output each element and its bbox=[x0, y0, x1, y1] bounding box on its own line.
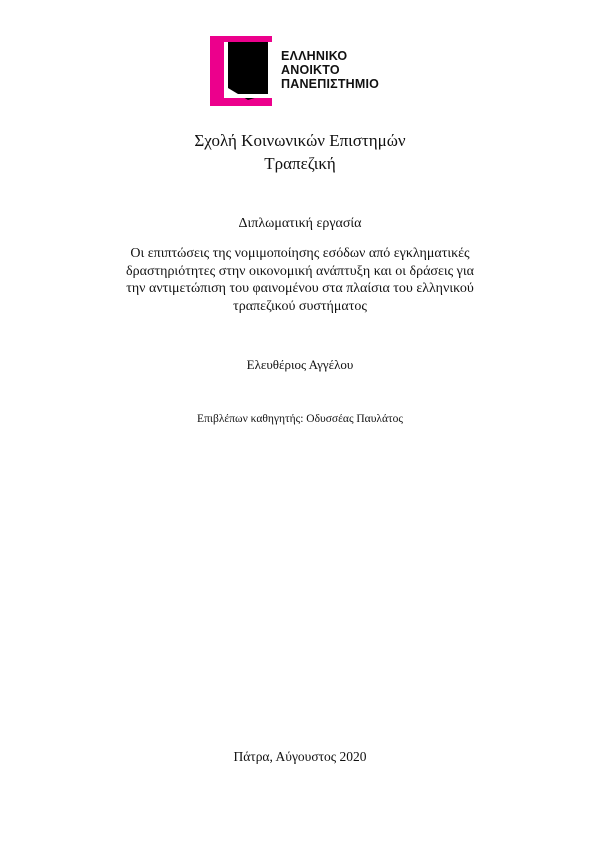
logo-line-3: ΠΑΝΕΠΙΣΤΗΜΙΟ bbox=[281, 77, 380, 91]
date-place: Πάτρα, Αύγουστος 2020 bbox=[233, 749, 367, 764]
document-type: Διπλωματική εργασία bbox=[238, 216, 362, 231]
thesis-title-line: τραπεζικού συστήματος bbox=[233, 298, 367, 314]
logo-line-1: ΕΛΛΗΝΙΚΟ bbox=[281, 49, 348, 63]
logo-emblem-icon bbox=[210, 36, 280, 106]
thesis-title-line: Οι επιπτώσεις της νομιμοποίησης εσόδων από εγκληματικές bbox=[130, 246, 470, 261]
logo-wordmark bbox=[281, 49, 379, 91]
supervisor: Επιβλέπων καθηγητής: Οδυσσέας Παυλάτος bbox=[197, 413, 403, 425]
thesis-title-line: την αντιμετώπιση του φαινομένου στα πλαίσια του ελληνικού bbox=[126, 281, 474, 296]
school-name: Σχολή Κοινωνικών Επιστημών bbox=[194, 131, 406, 150]
department-name: Τραπεζική bbox=[264, 154, 336, 173]
university-logo bbox=[210, 36, 400, 106]
author-name: Ελευθέριος Αγγέλου bbox=[246, 357, 354, 372]
thesis-title-line: δραστηριότητες στην οικονομική ανάπτυξη και οι δράσεις για bbox=[126, 263, 474, 279]
logo-line-2: ΑΝΟΙΚΤΟ bbox=[281, 63, 340, 77]
thesis-title bbox=[60, 245, 540, 315]
